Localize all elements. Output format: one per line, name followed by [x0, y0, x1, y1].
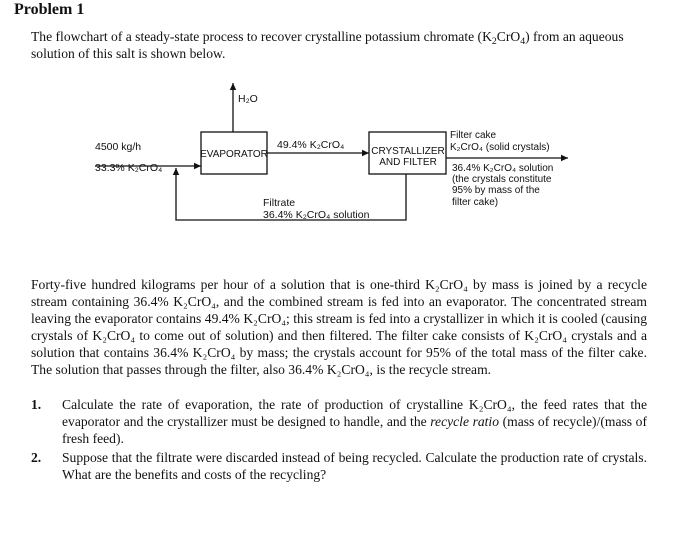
evaporator-out-label: 49.4% K₂CrO₄: [277, 139, 345, 151]
cake-title: Filter cake: [450, 130, 497, 141]
cake-solution-line1: 36.4% K₂CrO₄ solution: [452, 163, 554, 174]
question-1: [31, 396, 647, 447]
crystallizer-label-line2: AND FILTER: [379, 157, 437, 168]
evaporator-box: [201, 132, 267, 174]
intro-text: The flowchart of a steady-state process to recover crystalline potassium chromate $(K_2CrO_4)$ from an aqueous solution of this salt is shown below.: [31, 29, 624, 61]
evaporator-label: EVAPORATOR: [200, 149, 268, 160]
filtrate-composition: 36.4% K₂CrO₄ solution: [263, 209, 370, 221]
problem-heading: Problem 1: [14, 1, 85, 18]
cake-solid-label: K₂CrO₄ (solid crystals): [450, 142, 550, 153]
feed-rate-label: 4500 kg/h: [95, 141, 142, 153]
cake-solution-line4: filter cake): [452, 197, 499, 208]
question-text: Suppose that the filtrate were discarded instead of being recycled. Calculate the production rate of crystals. What are the benefits and costs of the recycling?: [62, 450, 647, 482]
water-label: H₂O: [238, 93, 258, 105]
cake-solution-line3: 95% by mass of the: [452, 185, 540, 196]
question-2: [31, 449, 647, 483]
question-list: [31, 396, 647, 485]
recycle-line: [176, 168, 406, 220]
problem-paragraph: Forty-five hundred kilograms per hour of a solution that is one-third K₂CrO₄ by mass is joined by a recycle stream containing 36.4% K₂CrO₄, and the combined stream is fed into an evaporator. The concentrated stream leaving the evaporator contains 49.4% K₂CrO₄; this stream is fed into a crystallizer in which it is cooled (causing crystals of K₂CrO₄ to come out of solution) and then filtered. The filter cake consists of K₂CrO₄ crystals and a solution that contains 36.4% K₂CrO₄ by mass; the crystals account for 95% of the total mass of the filter cake. The solution that passes through the filter, also 36.4% K₂CrO₄, is the recycle stream.: [31, 277, 647, 377]
question-number: 2.: [31, 450, 42, 465]
question-number: 1.: [31, 397, 42, 412]
feed-composition-label: 33.3% K₂CrO₄: [95, 162, 163, 174]
question-text: Calculate the rate of evaporation, the rate of production of crystalline K₂CrO₄, the feed rates that the evaporator and the crystallizer must be designed to handle, and the recycle ratio (mass of recycle)/(mass of fresh feed).: [62, 397, 647, 446]
crystallizer-label-line1: CRYSTALLIZER: [371, 146, 445, 157]
crystallizer-box: [369, 132, 446, 174]
filtrate-title: Filtrate: [263, 197, 296, 209]
cake-solution-line2: (the crystals constitute: [452, 174, 552, 185]
